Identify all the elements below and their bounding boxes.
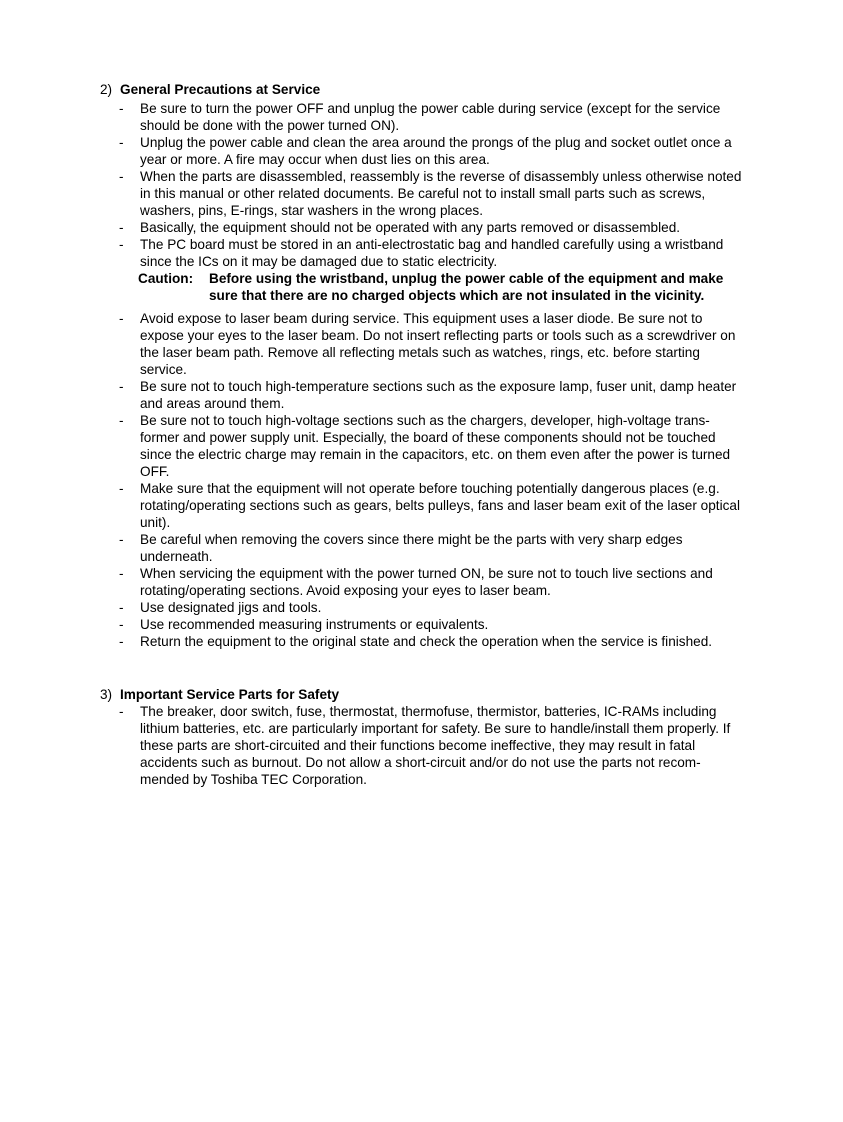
section-2-heading	[100, 81, 320, 98]
list-item-text: Be sure to turn the power OFF and unplug the power cable during service (except for the service should be done with the power turned ON).	[140, 101, 721, 133]
caution-text: Before using the wristband, unplug the power cable of the equipment and make sure that there are no charged objects which are not insulated in the vicinity.	[209, 271, 724, 303]
section-number: 2)	[100, 82, 113, 97]
list-item-text: Avoid expose to laser beam during service. This equipment uses a laser diode. Be sure not to expose your eyes to the laser beam. Do not insert reflecting parts or tools such as a screwdriver on the laser beam path. Remove all reflecting metals such as watches, rings, etc. before starting service.	[140, 311, 736, 377]
caution-note	[138, 270, 746, 304]
list-item: - The PC board must be stored in an anti-electrostatic bag and handled carefully using a wristband since the ICs on it may be damaged due to static electricity.	[119, 237, 724, 269]
list-item: - When the parts are disassembled, reassembly is the reverse of disassembly unless otherwise noted in this manual or other related documents. Be careful not to install small parts such as screws, washers, pins, E-rings, star washers in the wrong places.	[119, 169, 742, 218]
list-item: - Be careful when removing the covers since there might be the parts with very sharp edges underneath.	[119, 532, 683, 564]
section-title: General Precautions at Service	[120, 82, 321, 97]
list-item: - Unplug the power cable and clean the area around the prongs of the plug and socket outlet once a year or more. A fire may occur when dust lies on this area.	[119, 135, 732, 167]
list-item-text: When servicing the equipment with the power turned ON, be sure not to touch live sections and rotating/operating sections. Avoid exposing your eyes to laser beam.	[140, 566, 713, 598]
list-item: - Be sure to turn the power OFF and unplug the power cable during service (except for the service should be done with the power turned ON).	[119, 101, 721, 133]
list-item-text: Be careful when removing the covers since there might be the parts with very sharp edges underneath.	[140, 532, 683, 564]
section-3-heading	[100, 686, 339, 703]
list-item-text: Make sure that the equipment will not operate before touching potentially dangerous places (e.g. rotating/operating sections such as gears, belts pulleys, fans and laser beam exit of the laser optical unit).	[140, 481, 740, 530]
list-item-text: Be sure not to touch high-temperature sections such as the exposure lamp, fuser unit, damp heater and areas around them.	[140, 379, 737, 411]
section-3-list	[116, 703, 746, 788]
list-item-text: Unplug the power cable and clean the area around the prongs of the plug and socket outlet once a year or more. A fire may occur when dust lies on this area.	[140, 135, 732, 167]
list-item: - The breaker, door switch, fuse, thermostat, thermofuse, thermistor, batteries, IC-RAMs including lithium batteries, etc. are particularly important for safety. Be sure to handle/install them properly. If these parts are short-circuited and their functions become ineffective, they may result in fatal accidents such as burnout. Do not allow a short-circuit and/or do not use the parts not recom-mended by Toshiba TEC Corporation.	[119, 704, 731, 787]
list-item-text: When the parts are disassembled, reassembly is the reverse of disassembly unless otherwise noted in this manual or other related documents. Be careful not to install small parts such as screws, washers, pins, E-rings, star washers in the wrong places.	[140, 169, 742, 218]
list-item-text: Basically, the equipment should not be operated with any parts removed or disassembled.	[140, 220, 681, 235]
list-item: - Make sure that the equipment will not operate before touching potentially dangerous places (e.g. rotating/operating sections such as gears, belts pulleys, fans and laser beam exit of the laser optical unit).	[119, 481, 740, 530]
caution-label: Caution:	[138, 271, 194, 286]
list-item: - Be sure not to touch high-temperature sections such as the exposure lamp, fuser unit, damp heater and areas around them.	[119, 379, 737, 411]
list-item-text: The PC board must be stored in an anti-electrostatic bag and handled carefully using a wristband since the ICs on it may be damaged due to static electricity.	[140, 237, 724, 269]
list-item: - Use designated jigs and tools.	[119, 600, 322, 615]
list-item-text: The breaker, door switch, fuse, thermostat, thermofuse, thermistor, batteries, IC-RAMs including lithium batteries, etc. are particularly important for safety. Be sure to handle/install them properly. If these parts are short-circuited and their functions become ineffective, they may result in fatal accidents such as burnout. Do not allow a short-circuit and/or do not use the parts not recom-mended by Toshiba TEC Corporation.	[140, 704, 731, 787]
list-item: - Basically, the equipment should not be operated with any parts removed or disassembled.	[119, 220, 681, 235]
list-item: - Avoid expose to laser beam during service. This equipment uses a laser diode. Be sure not to expose your eyes to the laser beam. Do not insert reflecting parts or tools such as a screwdriver on the laser beam path. Remove all reflecting metals such as watches, rings, etc. before starting service.	[119, 311, 736, 377]
list-item: - Return the equipment to the original state and check the operation when the service is finished.	[119, 634, 713, 649]
list-item: - Use recommended measuring instruments or equivalents.	[119, 617, 489, 632]
list-item-text: Be sure not to touch high-voltage sections such as the chargers, developer, high-voltage trans-former and power supply unit. Especially, the board of these components should not be touched since the electric charge may remain in the capacitors, etc. on them even after the power is turned OFF.	[140, 413, 731, 479]
list-item-text: Use recommended measuring instruments or equivalents.	[140, 617, 489, 632]
list-item-text: Use designated jigs and tools.	[140, 600, 322, 615]
section-number: 3)	[100, 687, 113, 702]
list-item: - When servicing the equipment with the power turned ON, be sure not to touch live sections and rotating/operating sections. Avoid exposing your eyes to laser beam.	[119, 566, 713, 598]
list-item-text: Return the equipment to the original state and check the operation when the service is finished.	[140, 634, 713, 649]
section-2-list	[116, 100, 746, 650]
list-item: - Be sure not to touch high-voltage sections such as the chargers, developer, high-voltage trans-former and power supply unit. Especially, the board of these components should not be touched since the electric charge may remain in the capacitors, etc. on them even after the power is turned OFF.	[119, 413, 731, 479]
section-title: Important Service Parts for Safety	[120, 687, 340, 702]
